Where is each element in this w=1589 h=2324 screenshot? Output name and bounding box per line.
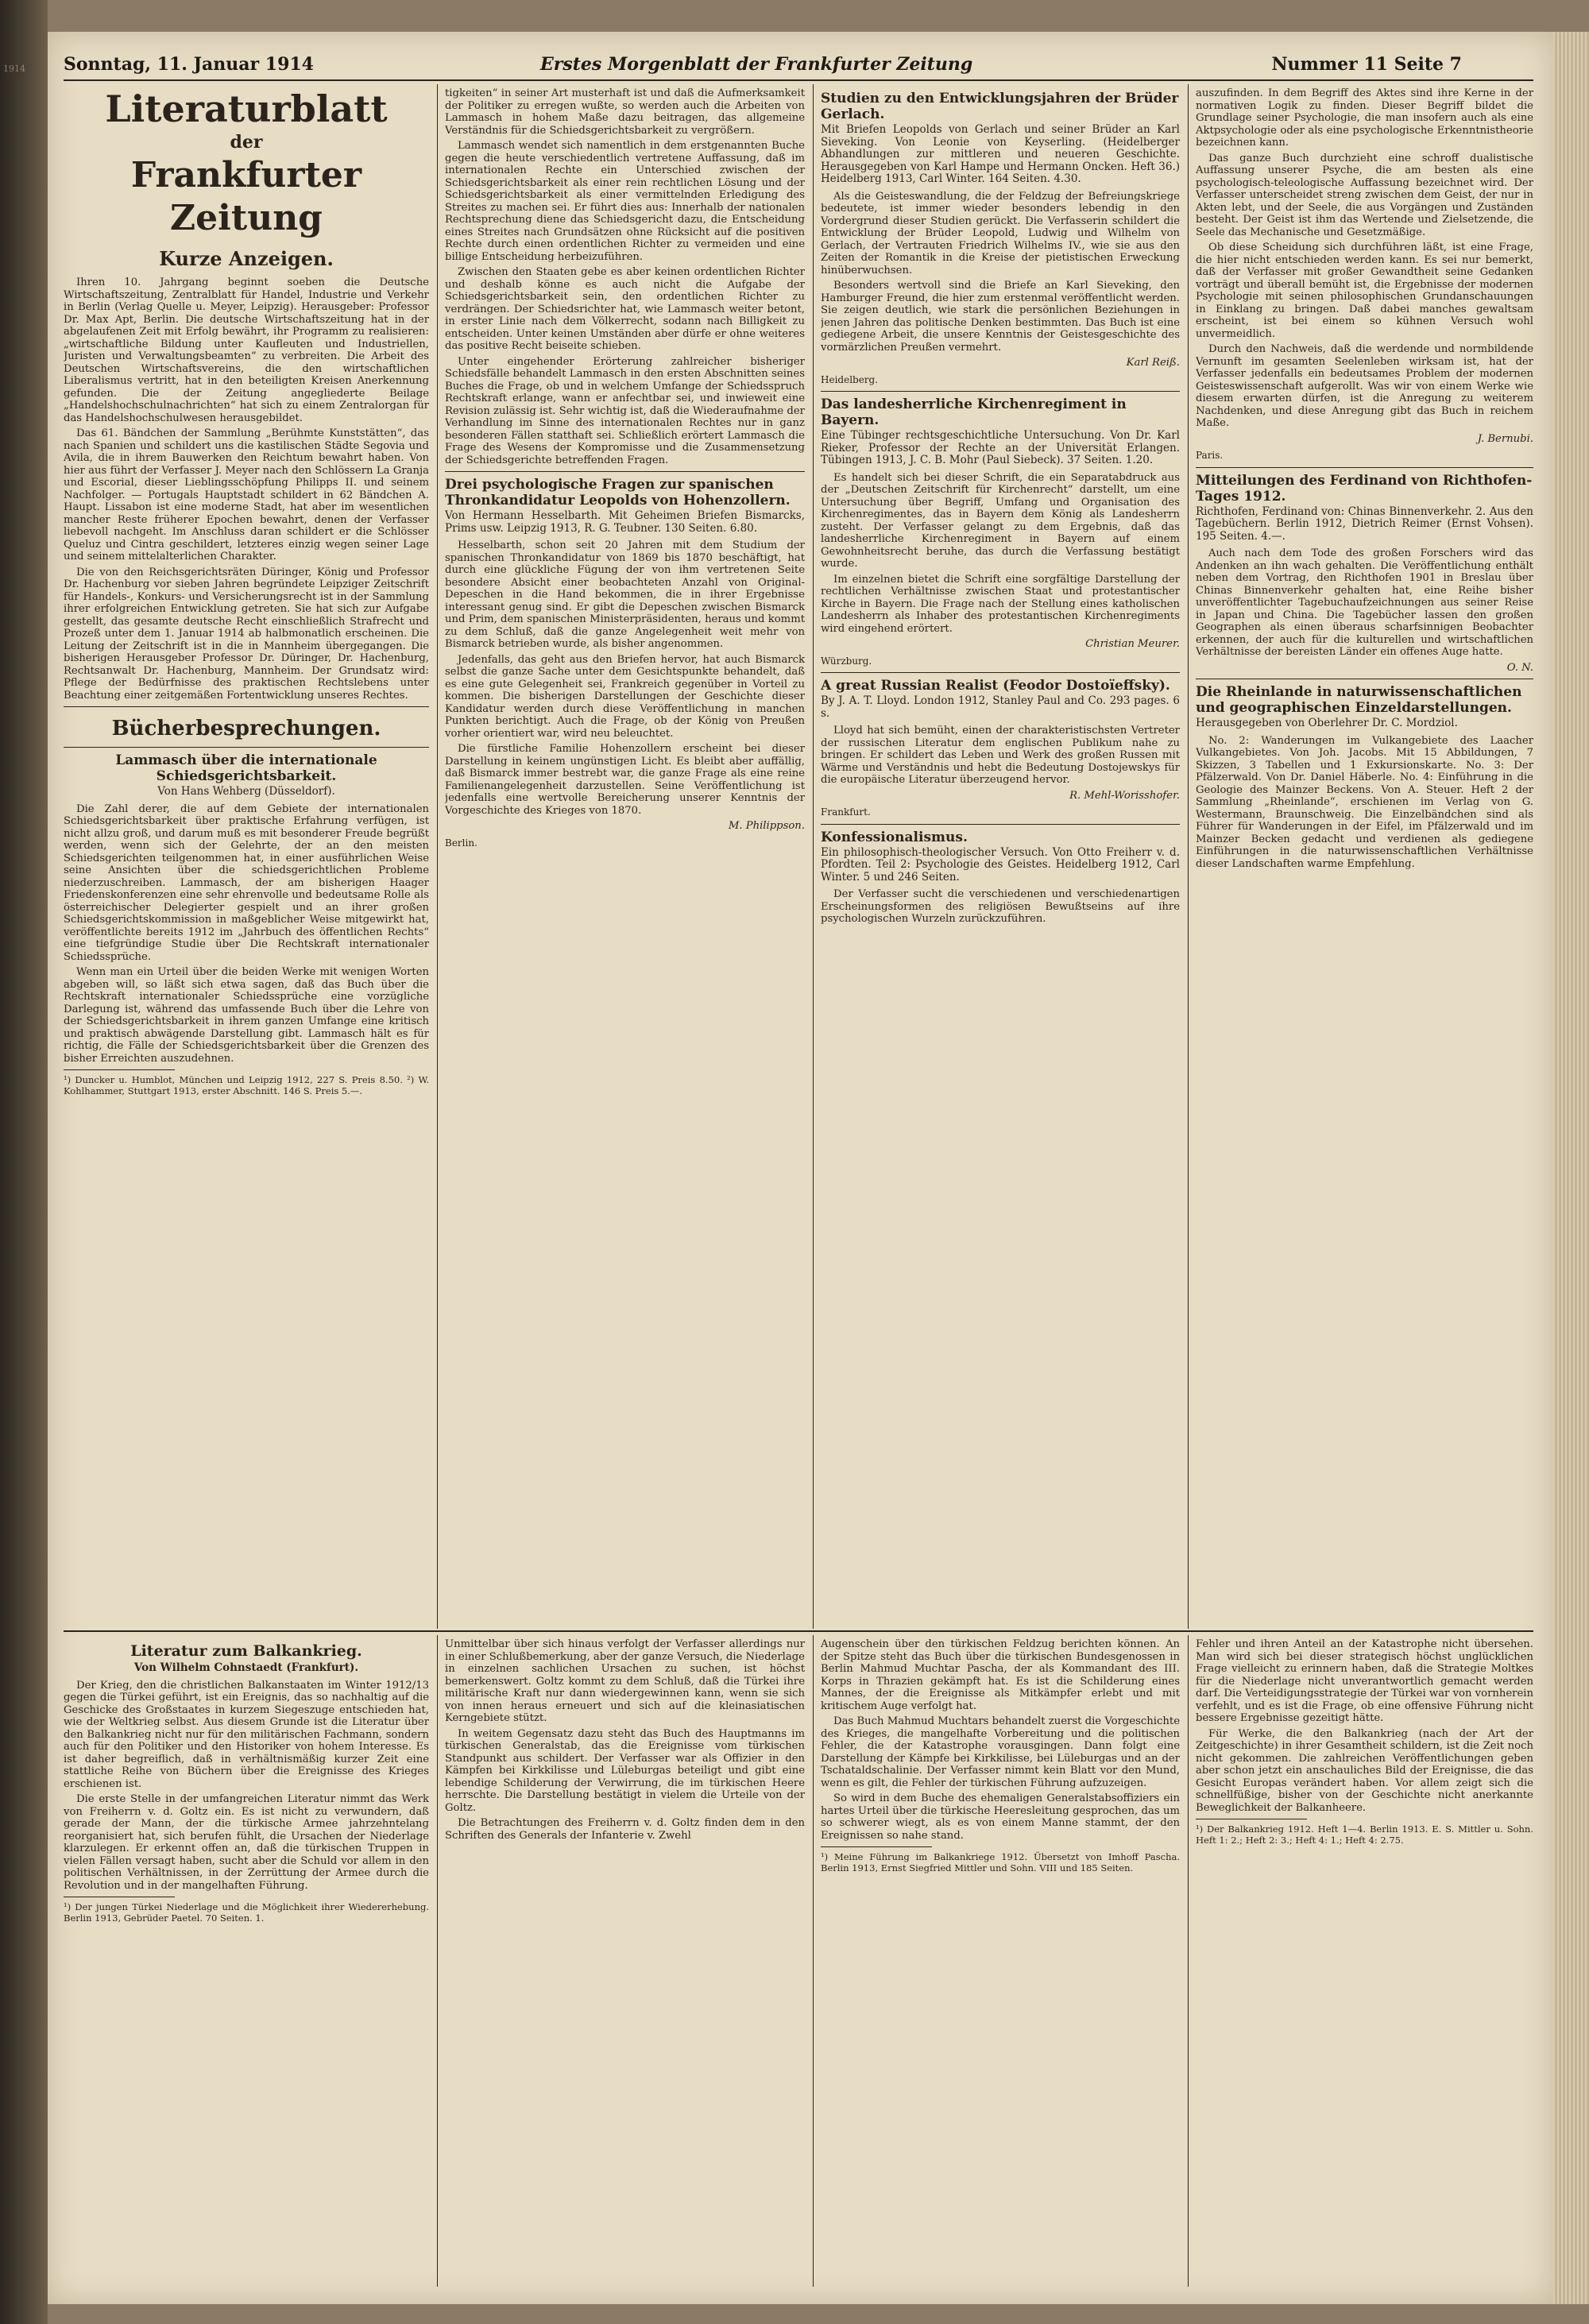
divider [821, 824, 1180, 825]
article-paragraph: Der Verfasser sucht die verschiedenen und verschiedenartigen Erscheinungsformen des religiösen Bewußtseins auf ihre psychologischen Wurzeln zurückzuführen. [821, 888, 1180, 925]
header-date: Sonntag, 11. Januar 1914 [64, 54, 314, 75]
article-byline: Richthofen, Ferdinand von: Chinas Binnenverkehr. 2. Aus den Tagebüchern. Berlin 1912, Dietrich Reimer (Ernst Vohsen). 195 Seiten. 4.—. [1196, 505, 1533, 543]
bottom-column-1 [64, 1638, 429, 2282]
article-title: Lammasch über die internationale Schiedsgerichtsbarkeit. [115, 752, 377, 784]
divider [64, 1069, 175, 1070]
column-rule [813, 84, 814, 1629]
article-byline: By J. A. T. Lloyd. London 1912, Stanley Paul and Co. 293 pages. 6 s. [821, 694, 1180, 720]
article-byline: Eine Tübinger rechtsgeschichtliche Untersuchung. Von Dr. Karl Rieker, Professor der Rechte an der Universität Erlangen. Tübingen 1913, J. C. B. Mohr (Paul Siebeck). 37 Seiten. 1.20. [821, 429, 1180, 466]
article-title: Die Rheinlande in naturwissenschaftlichen und geographischen Einzeldarstellungen. [1196, 684, 1522, 716]
section-title-kurze: Kurze Anzeigen. [159, 247, 334, 270]
article-paragraph: In weitem Gegensatz dazu steht das Buch des Hauptmanns im türkischen Generalstab, das die Ereignisse vom türkischen Standpunkt aus schildert. Der Verfasser war als Offizier in den Kämpfen bei Kirkkilisse und Lüleburgas beteiligt und gibt eine lebendige Schilderung der Verwirrung, die im türkischen Heere herrschte. Die Darstellung bestätigt in vielem die Urteile von der Goltz. [445, 1727, 805, 1814]
footnotes: ¹) Der jungen Türkei Niederlage und die Möglichkeit ihrer Wiedererhebung. Berlin 1913, Gebrüder Paetel. 70 Seiten. 1. [64, 1901, 429, 1924]
article-title: Das landesherrliche Kirchenregiment in Bayern. [821, 396, 1127, 428]
literaturblatt-masthead [64, 87, 429, 240]
column-rule [437, 1635, 438, 2287]
article-paragraph: Das Buch Mahmud Muchtars behandelt zuerst die Vorgeschichte des Krieges, die mangelhafte Vorbereitung und die politischen Fehler, die der Katastrophe vorausgingen. Dann folgt eine Darstellung der Kämpfe bei Kirkkilisse, bei Lüleburgas und an der Tschataldschalinie. Der Verfasser nimmt kein Blatt vor den Mund, wenn es gilt, die Fehler der türkischen Führung aufzuzeigen. [821, 1715, 1180, 1789]
kurze-paragraph: Die von den Reichsgerichtsräten Düringer, König und Professor Dr. Hachenburg vor sieben Jahren begründete Leipziger Zeitschrift für Handels-, Konkurs- und Versicherungsrecht ist in der Sammlung ihrer erfolgreichen Entwicklung getreten. Sie hat sich zur Aufgabe gestellt, das gesamte deutsche Recht einschließlich Strafrecht und Prozeß unter dem 1. Januar 1914 ab halbmonatlich erscheinen. Die Leitung der Zeitschrift ist in die in Mannheim übergegangen. Die bisherigen Herausgeber Professor Dr. Düringer, Dr. Hachenburg, Rechtsanwalt Dr. Hachenburg, Mannheim. Der Grundsatz wird: Pflege der Bedürfnisse des praktischen Rechtslebens unter Beachtung einer zeitgemäßen Fortentwicklung unseres Rechtes. [64, 566, 429, 702]
article-paragraph: Im einzelnen bietet die Schrift eine sorgfältige Darstellung der rechtlichen Verhältnisse zwischen Staat und protestantischer Kirche in Bayern. Die Frage nach der Stellung eines katholischen Landesherrn als Inhaber des protestantischen Kirchenregiments wird eingehend erörtert. [821, 573, 1180, 635]
article-paragraph: Besonders wertvoll sind die Briefe an Karl Sieveking, den Hamburger Freund, die hier zum erstenmal veröffentlicht werden. Sie zeigen deutlich, wie stark die persönlichen Beziehungen in jenen Jahren das politische Denken bestimmten. Das Buch ist eine gediegene Arbeit, die unsere Kenntnis der Geistesgeschichte des vormärzlichen Preußen vermehrt. [821, 280, 1180, 354]
divider [1196, 467, 1533, 468]
divider [821, 672, 1180, 673]
bottom-column-4 [1196, 1638, 1533, 2282]
divider [821, 391, 1180, 392]
article-paragraph: Der Krieg, den die christlichen Balkanstaaten im Winter 1912/13 gegen die Türkei geführt, ist ein Ereignis, das so nachhaltig auf die Geschicke des Großstaates in kurzem Siegeszuge entschieden hat, wie der Weltkrieg selbst. Aus diesem Grunde ist die Literatur über den Balkankrieg nicht nur für den militärischen Fachmann, sondern auch für den Politiker und den Historiker von hohem Interesse. Es ist daher begreiflich, daß in verhältnismäßig kurzer Zeit eine stattliche Reihe von Büchern über die Ereignisse des Krieges erschienen ist. [64, 1679, 429, 1790]
article-signature: O. N. [1506, 661, 1533, 674]
article-paragraph: Augenschein über den türkischen Feldzug berichten können. An der Spitze steht das Buch über die türkischen Bundesgenossen in Berlin Mahmud Muchtar Pascha, der als Kommandant des III. Korps in Thrazien gekämpft hat. Es ist die Schilderung eines Mannes, der die Ereignisse als Mitkämpfer erlebt und mit kritischem Auge verfolgt hat. [821, 1638, 1180, 1712]
masthead-line1: Literaturblatt [105, 87, 388, 130]
article-place: Berlin. [445, 837, 477, 849]
masthead-line2: der [230, 132, 263, 153]
article-title: Drei psychologische Fragen zur spanischen Thronkandidatur Leopolds von Hohenzollern. [445, 477, 791, 508]
article-paragraph: Unter eingehender Erörterung zahlreicher bisheriger Schiedsfälle behandelt Lammasch in den ersten Abschnitten seines Buches die Frage, ob und in welchem Umfange der Schiedsspruch Rechtskraft erlange, wann er anfechtbar sei, und inwieweit eine Revision zulässig ist. Sehr wichtig ist, daß die Wiederaufnahme der Verhandlung im Sinne des internationalen Rechtes nur in ganz besonderen Fällen statthaft sei. Schließlich erörtert Lammasch die Frage des Wesens der Kompromisse und die Zusammensetzung der Schiedsgerichte betreffenden Fragen. [445, 355, 805, 466]
article-paragraph: So wird in dem Buche des ehemaligen Generalstabsoffiziers ein hartes Urteil über die türkische Heeresleitung gesprochen, das um so schwerer wiegt, als es von einem Manne stammt, der den Ereignissen so nahe stand. [821, 1792, 1180, 1842]
article-signature: Karl Reiß. [1126, 357, 1180, 369]
article-signature: Christian Meurer. [1085, 638, 1180, 650]
article-paragraph: No. 2: Wanderungen im Vulkangebiete des Laacher Vulkangebietes. Von Joh. Jacobs. Mit 15 Abbildungen, 7 Skizzen, 3 Tabellen und 1 Exkursionskarte. No. 3: Der Pfälzerwald. Von Dr. Daniel Häberle. No. 4: Einführung in die Geologie des Mainzer Beckens. Von A. Steuer. Heft 2 der Sammlung „Rheinlande“, erschienen im Verlag von G. Westermann, Braunschweig. Die Einzelbändchen sind als Führer für Wanderungen in der Eifel, im Pfälzerwald und im Mainzer Becken gedacht und verdienen als gediegene Einführungen in die naturwissenschaftlichen Verhältnisse dieser Landschaften warme Empfehlung. [1196, 734, 1533, 870]
article-paragraph: Als die Geisteswandlung, die der Feldzug der Befreiungskriege bedeutete, ist immer wieder besonders lebendig in den Vordergrund dieser Studien gerückt. Die Verfasserin schildert die Entwicklung der Brüder Leopold, Ludwig und Wilhelm von Gerlach, der Vertrauten Friedrich Wilhelms IV., wie sie aus den Zeiten der Romantik in die Kreise der pietistischen Erweckung hinüberwuchsen. [821, 190, 1180, 276]
header-rule [64, 79, 1533, 81]
bottom-column-3 [821, 1638, 1180, 2282]
column-1 [64, 87, 429, 1626]
article-signature: R. Mehl-Worisshofer. [1069, 789, 1180, 802]
divider [445, 471, 805, 472]
article-paragraph: Unmittelbar über sich hinaus verfolgt der Verfasser allerdings nur in einer Schlußbemerkung, aber der ganze Versuch, die Niederlage in einzelnen sachlichen Ursachen zu suchen, ist höchst bemerkenswert. Goltz kommt zu dem Schluß, daß die Türkei ihre militärische Kraft nur dann wiedergewinnen kann, wenn sie sich von innen heraus erneuert und sich auf die kleinasiatischen Kerngebiete stützt. [445, 1638, 805, 1724]
article-place: Frankfurt. [821, 806, 871, 818]
newspaper-page [48, 32, 1553, 2304]
kurze-paragraph: Ihren 10. Jahrgang beginnt soeben die Deutsche Wirtschaftszeitung, Zentralblatt für Handel, Industrie und Verkehr in Berlin (Verlag Quelle u. Meyer, Leipzig). Herausgeber: Professor Dr. Max Apt, Berlin. Die deutsche Wirtschaftszeitung hat in der abgelaufenen Zeit mit Erfolg bewährt, ihr Programm zu realisieren: „wirtschaftliche Bildung unter Kaufleuten und Industriellen, Juristen und Verwaltungsbeamten“ zu verbreiten. Die Arbeit des Deutschen Wirtschaftsvereins, die den wirtschaftlichen Liberalismus vertritt, hat in den beteiligten Kreisen Anerkennung gefunden. Die der Zeitung angegliederte Beilage „Handelshochschulnachrichten“ hat sich zu einem Zentralorgan für das Handelshochschulwesen herausgebildet. [64, 276, 429, 424]
article-byline: Ein philosophisch-theologischer Versuch. Von Otto Freiherr v. d. Pfordten. Teil 2: Psychologie des Geistes. Heidelberg 1912, Carl Winter. 5 und 246 Seiten. [821, 845, 1180, 884]
binding-year: 1914 [3, 64, 25, 74]
masthead-line3: Frankfurter Zeitung [130, 155, 362, 238]
column-2 [445, 87, 805, 1626]
article-paragraph: Zwischen den Staaten gebe es aber keinen ordentlichen Richter und deshalb könne es auch nicht die Aufgabe der Schiedsgerichtsbarkeit sein, den ordentlichen Richter zu verdrängen. Der Schiedsrichter hat, wie Lammasch weiter betont, in erster Linie nach dem Völkerrecht, sodann nach Billigkeit zu entscheiden. Unter keinen Umständen aber dürfe er ohne weiteres das positive Recht beiseite schieben. [445, 266, 805, 352]
article-paragraph: Hesselbarth, schon seit 20 Jahren mit dem Studium der spanischen Thronkandidatur von 1869 bis 1870 beschäftigt, hat durch eine glückliche Fügung der von ihm vertretenen Seite besondere Absicht einer beobachteten Anzahl von Original-Depeschen in die Hand bekommen, die in ihrer Ergebnisse interessant genug sind. Er gibt die Depeschen zwischen Bismarck und Prim, dem spanischen Ministerpräsidenten, heraus und kommt zu dem Schluß, daß die ganze Angelegenheit weit mehr von Bismarck betrieben wurde, als bisher angenommen. [445, 539, 805, 650]
article-byline: Von Hans Wehberg (Düsseldorf). [157, 785, 335, 798]
article-paragraph: auszufinden. In dem Begriff des Aktes sind ihre Kerne in der normativen Logik zu finden. Dieser Begriff bildet die Grundlage seiner Psychologie, die man insofern auch als eine Aktpsychologie oder als eine psychologische Erkenntnistheorie bezeichnen kann. [1196, 87, 1533, 149]
section-title-buecher: Bücherbesprechungen. [111, 717, 381, 741]
article-paragraph: Lloyd hat sich bemüht, einen der charakteristischsten Vertreter der russischen Literatur dem englischen Publikum nahe zu bringen. Er schildert das Leben und Werk des großen Russen mit Wärme und Verständnis und hebt die Bedeutung Dostojewskys für die europäische Literatur überzeugend hervor. [821, 725, 1180, 786]
article-paragraph: Wenn man ein Urteil über die beiden Werke mit wenigen Worten abgeben will, so läßt sich etwa sagen, daß das Buch über die Rechtskraft internationaler Schiedssprüche eine vorzügliche Darlegung ist, während das umfassende Buch über die Lehre von der Schiedsgerichtsbarkeit in ihrem ganzen Umfange eine kritisch und praktisch abwägende Darstellung gibt. Lammasch hält es für richtig, die Fälle der Schiedsgerichtsbarkeit über die Grenzen des bisher Erreichten auszudehnen. [64, 966, 429, 1065]
article-paragraph: Die Betrachtungen des Freiherrn v. d. Goltz finden dem in den Schriften des Generals der Infanterie v. Zwehl [445, 1817, 805, 1842]
footnotes: ¹) Der Balkankrieg 1912. Heft 1—4. Berlin 1913. E. S. Mittler u. Sohn. Heft 1: 2.; Heft 2: 3.; Heft 4: 1.; Heft 4: 2.75. [1196, 1823, 1533, 1846]
article-signature: M. Philippson. [728, 820, 805, 832]
kurze-paragraph: Das 61. Bändchen der Sammlung „Berühmte Kunststätten“, das nach Spanien und schildert uns die kastilischen Städte Segovia und Avila, die in ihrem Bauwerken den Reichtum bewahrt haben. Von hier aus führt der Verfasser J. Meyer nach den Schlössern La Granja und Escorial, dieser Lieblingsschöpfung Philipps II. und seinem Nachfolger. — Portugals Hauptstadt schildert in 62 Bändchen A. Haupt. Lissabon ist eine moderne Stadt, hat aber im wesentlichen mancher Reste früherer Epochen bewahrt, denen der Verfasser liebevoll nachgeht. Im Anschluss daran schildert er die Schlösser Queluz und Cintra geschildert, letzteres einzig wegen seiner Lage und seinem mittelalterlichen Charakter. [64, 427, 429, 563]
article-paragraph: Das ganze Buch durchzieht eine schroff dualistische Auffassung unserer Psyche, die am besten als eine psychologisch-teleologische Auffassung bezeichnet wird. Der Verfasser unterscheidet streng zwischen dem Geist, der nur in Akten lebt, und der Seele, die aus Vorgängen und Zuständen besteht. Der Geist ist ihm das Wertende und Zielsetzende, die Seele das Mechanische und Gesetzmäßige. [1196, 152, 1533, 238]
footnotes: ¹) Meine Führung im Balkankriege 1912. Übersetzt von Imhoff Pascha. Berlin 1913, Ernst Siegfried Mittler und Sohn. VIII und 185 Seiten. [821, 1851, 1180, 1874]
article-paragraph: Fehler und ihren Anteil an der Katastrophe nicht übersehen. Man wird sich bei dieser strategisch höchst unglücklichen Frage vielleicht zu erinnern haben, daß die Strategie Moltkes für die Niederlage nicht unverantwortlich gemacht werden darf. Die Verteidigungsstrategie der Türkei war von vornherein verfehlt, und es ist die Frage, ob eine offensive Führung nicht bessere Ergebnisse gezeitigt hätte. [1196, 1638, 1533, 1724]
article-title: A great Russian Realist (Feodor Dostoïeffsky). [821, 678, 1170, 694]
column-3 [821, 87, 1180, 1626]
binding-fragment [3, 64, 44, 2288]
divider [821, 1846, 932, 1847]
article-byline: Mit Briefen Leopolds von Gerlach und seiner Brüder an Karl Sieveking. Von Leonie von Keyserling. (Heidelberger Abhandlungen zur mittleren und neueren Geschichte. Herausgegeben von Karl Hampe und Hermann Oncken. Heft 36.) Heidelberg 1913, Carl Winter. 164 Seiten. 4.30. [821, 123, 1180, 185]
article-place: Heidelberg. [821, 373, 879, 385]
article-byline: Von Hermann Hesselbarth. Mit Geheimen Briefen Bismarcks, Prims usw. Leipzig 1913, R. G. Teubner. 130 Seiten. 6.80. [445, 509, 805, 535]
article-title: Konfessionalismus. [821, 829, 968, 845]
article-paragraph: Die fürstliche Familie Hohenzollern erscheint bei dieser Darstellung in keinem ungünstigen Licht. Es bleibt aber auffällig, daß Bismarck immer bestrebt war, die ganze Frage als eine reine Familienangelegenheit darzustellen. Seine Veröffentlichung ist jedenfalls eine wertvolle Bereicherung unserer Kenntnis der Vorgeschichte des Krieges von 1870. [445, 743, 805, 817]
article-place: Paris. [1196, 450, 1224, 461]
article-paragraph: Lammasch wendet sich namentlich in dem erstgenannten Buche gegen die heute verschiedentlich vertretene Auffassung, daß im internationalen Rechte ein Unterschied zwischen der Schiedsgerichtsbarkeit als einer rein rechtlichen Lösung und der Schiedsgerichtsbarkeit als einer vermittelnden Erledigung des Streites zu machen sei. Er führt dies aus: Innerhalb der nationalen Rechtsprechung diene das Schiedsgericht dazu, die Entscheidung eines Streites nach Grundsätzen ohne Rücksicht auf die positiven Rechte durch einen ordentlichen Richter zu vermeiden und eine billige Entscheidung herbeizuführen. [445, 140, 805, 263]
article-place: Würzburg. [821, 655, 872, 667]
header-edition: Erstes Morgenblatt der Frankfurter Zeitung [540, 54, 973, 75]
article-paragraph: Durch den Nachweis, daß die werdende und normbildende Vernunft im gesamten Seelenleben wirksam ist, hat der Verfasser jedenfalls ein bedeutsames Problem der modernen Geisteswissenschaft aufgerollt. Was wir von einem Werke wie diesem erwarten dürfen, ist die Anregung zu weiterem Nachdenken, und diese Anregung gibt das Buch in reichem Maße. [1196, 343, 1533, 429]
article-paragraph: Jedenfalls, das geht aus den Briefen hervor, hat auch Bismarck selbst die ganze Sache unter dem Gesichtspunkte behandelt, daß es eine gute Gelegenheit sei, Frankreich gegenüber in Vorteil zu kommen. Die bisherigen Darstellungen der Geschichte dieser Kandidatur werden durch diese Veröffentlichung in manchen Punkten berichtigt. Auch die Frage, ob der König von Preußen vorher orientiert war, wird neu beleuchtet. [445, 653, 805, 740]
article-paragraph: Es handelt sich bei dieser Schrift, die ein Separatabdruck aus der „Deutschen Zeitschrift für Kirchenrecht“ darstellt, um eine Untersuchung über Begriff, Umfang und Organisation des Kirchenregimentes, das in Bayern dem König als Landesherrn zusteht. Der Verfasser gelangt zu dem Ergebnis, daß das landesherrliche Kirchenregiment in Bayern auf einem Gewohnheitsrecht beruhe, das durch die Verfassung bestätigt wurde. [821, 471, 1180, 570]
column-rule [1188, 1635, 1189, 2287]
column-rule [813, 1635, 814, 2287]
divider [64, 747, 429, 748]
article-title: Mitteilungen des Ferdinand von Richthofen-Tages 1912. [1196, 472, 1533, 505]
article-paragraph: Die Zahl derer, die auf dem Gebiete der internationalen Schiedsgerichtsbarkeit über praktische Erfahrung verfügen, ist nicht allzu groß, und darum muß es mit besonderer Freude begrüßt werden, wenn sich der Gelehrte, der an den meisten Schiedsgerichten teilgenommen hat, in einer ausführlichen Weise seine Ansichten über die schiedsgerichtlichen Probleme niederzuschreiben. Lammasch, der am bisherigen Haager Friedenskonferenzen eine sehr ehrenvolle und bedeutsame Rolle als österreichischer Delegierter gespielt und an ihrer großen Schiedsgerichtskommission in maßgeblicher Weise mitgewirkt hat, veröffentlichte bereits 1912 im „Jahrbuch des öffentlichen Rechts“ eine tiefgründige Studie über Die Rechtskraft internationaler Schiedssprüche. [64, 802, 429, 963]
article-byline: Von Wilhelm Cohnstaedt (Frankfurt). [133, 1661, 359, 1674]
article-signature: J. Bernubi. [1477, 432, 1533, 445]
divider [64, 706, 429, 707]
page-stack-edge [1553, 32, 1589, 2304]
page-header [64, 54, 1462, 86]
article-paragraph: Auch nach dem Tode des großen Forschers wird das Andenken an ihn wach gehalten. Die Veröffentlichung enthält neben dem Vortrag, den Richthofen 1901 in Breslau über Chinas Binnenverkehr gehalten hat, eine Reihe bisher unveröffentlichter Tagebuchaufzeichnungen aus seiner Reise in Japan und China. Die Tagebücher lassen den großen Geographen als einen überaus scharfsinnigen Beobachter erkennen, der auch für die kulturellen und wirtschaftlichen Verhältnisse der bereisten Länder ein offenes Auge hatte. [1196, 547, 1533, 658]
header-page: Nummer 11 Seite 7 [1271, 54, 1462, 75]
article-paragraph: tigkeiten“ in seiner Art musterhaft ist und daß die Aufmerksamkeit der Politiker zu erregen wußte, so werden auch die Arbeiten von Lammasch in hohem Maße dazu beitragen, das allgemeine Verständnis für die Schiedsgerichtsbarkeit zu vergrößern. [445, 87, 805, 137]
column-rule [1188, 84, 1189, 1629]
book-binding [0, 0, 48, 2324]
bottom-column-2 [445, 1638, 805, 2282]
column-4 [1196, 87, 1533, 1626]
article-paragraph: Ob diese Scheidung sich durchführen läßt, ist eine Frage, die hier nicht entschieden werden kann. Es sei nur bemerkt, daß der Verfasser mit großer Gewandtheit seine Gedanken vorträgt und überall bemüht ist, die Ergebnisse der modernen Psychologie mit seinen philosophischen Grundanschauungen in Einklang zu bringen. Daß dabei manches gewaltsam erscheint, ist bei einem so kühnen Versuch wohl unvermeidlich. [1196, 242, 1533, 340]
section-rule [64, 1630, 1533, 1632]
article-byline: Herausgegeben von Oberlehrer Dr. C. Mordziol. [1196, 717, 1458, 729]
column-rule [437, 84, 438, 1629]
article-title: Studien zu den Entwicklungsjahren der Brüder Gerlach. [821, 91, 1179, 122]
footnotes: ¹) Duncker u. Humblot, München und Leipzig 1912, 227 S. Preis 8.50. ²) W. Kohlhammer, Stuttgart 1913, erster Abschnitt. 146 S. Preis 5.—. [64, 1074, 429, 1096]
article-paragraph: Die erste Stelle in der umfangreichen Literatur nimmt das Werk von Freiherrn v. d. Goltz ein. Es ist nicht zu verwundern, daß gerade der Mann, der die türkische Armee jahrzehntelang reorganisiert hat, sich berufen fühlt, die Ursachen der Niederlage klarzulegen. Er erkennt offen an, daß die türkischen Truppen in vielen Fällen versagt haben, sucht aber die Schuld vor allem in den politischen Verhältnissen, in der Zerrüttung der Armee durch die Revolution und in der mangelhaften Führung. [64, 1793, 429, 1892]
article-paragraph: Für Werke, die den Balkankrieg (nach der Art der Zeitgeschichte) in ihrer Gesamtheit schildern, ist die Zeit noch nicht gekommen. Die zahlreichen Veröffentlichungen geben aber schon jetzt ein anschauliches Bild der Ereignisse, die das Gesicht Europas verändert haben. Vor allem zeigt sich die schnellfüßige, bisher von der Geschichte nicht anerkannte Beweglichkeit der Balkanheere. [1196, 1727, 1533, 1814]
article-title-balkankrieg: Literatur zum Balkankrieg. [130, 1642, 362, 1660]
